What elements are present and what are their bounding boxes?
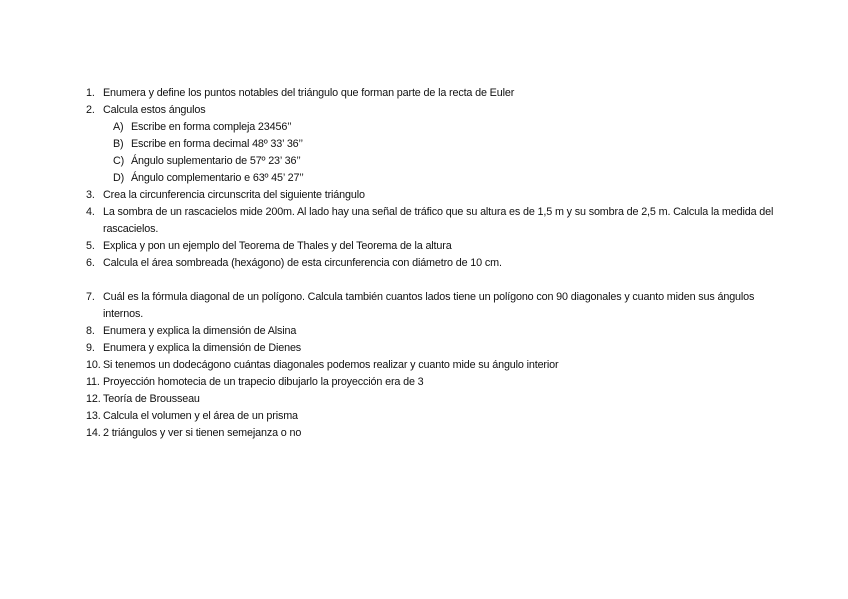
list-item [86, 357, 786, 374]
sub-item-label: D) [113, 172, 125, 184]
item-number: 3. [86, 189, 95, 201]
list-item [86, 425, 786, 442]
item-number: 13. [86, 410, 101, 422]
list-item [86, 340, 786, 357]
item-number: 5. [86, 240, 95, 252]
list-item [86, 85, 786, 102]
list-item [86, 187, 786, 204]
question-list [86, 85, 786, 442]
item-number: 7. [86, 291, 95, 303]
item-text: Calcula el área sombreada (hexágono) de esta circunferencia con diámetro de 10 cm. [103, 257, 502, 269]
item-number: 2. [86, 104, 95, 116]
list-item [86, 408, 786, 425]
item-number: 11. [86, 376, 100, 388]
sub-item [113, 136, 786, 153]
item-text: Crea la circunferencia circunscrita del siguiente triángulo [103, 189, 365, 201]
sub-item-text: Ángulo complementario e 63º 45’ 27’’ [131, 172, 304, 184]
sub-item [113, 119, 786, 136]
item-text: La sombra de un rascacielos mide 200m. Al lado hay una señal de tráfico que su altura es de 1,5 m y su sombra de 2,5 m. Calcula la medida del rascacielos. [103, 206, 774, 235]
sub-item [113, 153, 786, 170]
sub-item-text: Ángulo suplementario de 57º 23’ 36’’ [131, 155, 301, 167]
sub-item-text: Escribe en forma decimal 48º 33’ 36’’ [131, 138, 303, 150]
item-number: 4. [86, 206, 95, 218]
item-text: Calcula estos ángulos [103, 104, 206, 116]
blank-line [86, 272, 786, 289]
item-text: Cuál es la fórmula diagonal de un polígono. Calcula también cuantos lados tiene un polígono con 90 diagonales y cuanto miden sus ángulos internos. [103, 291, 755, 320]
item-text: Enumera y explica la dimensión de Alsina [103, 325, 297, 337]
list-item [86, 323, 786, 340]
sub-item-label: B) [113, 138, 124, 150]
list-item [86, 391, 786, 408]
item-text: Si tenemos un dodecágono cuántas diagonales podemos realizar y cuanto mide su ángulo interior [103, 359, 559, 371]
item-text: Calcula el volumen y el área de un prisma [103, 410, 298, 422]
list-item [86, 255, 786, 272]
item-text: 2 triángulos y ver si tienen semejanza o no [103, 427, 302, 439]
item-number: 10. [86, 359, 101, 371]
list-item [86, 102, 786, 119]
sub-item-label: A) [113, 121, 124, 133]
sub-item [113, 170, 786, 187]
item-number: 1. [86, 87, 95, 99]
item-text: Explica y pon un ejemplo del Teorema de Thales y del Teorema de la altura [103, 240, 452, 252]
sub-item-label: C) [113, 155, 125, 167]
sub-item-text: Escribe en forma compleja 23456’’ [131, 121, 292, 133]
list-item [86, 374, 786, 391]
list-item [86, 238, 786, 255]
list-item [86, 289, 786, 323]
item-number: 6. [86, 257, 95, 269]
item-number: 8. [86, 325, 95, 337]
item-text: Teoría de Brousseau [103, 393, 200, 405]
item-number: 14. [86, 427, 101, 439]
item-number: 12. [86, 393, 101, 405]
list-item [86, 204, 786, 238]
item-text: Proyección homotecia de un trapecio dibujarlo la proyección era de 3 [103, 376, 424, 388]
item-text: Enumera y define los puntos notables del triángulo que forman parte de la recta de Euler [103, 87, 515, 99]
item-text: Enumera y explica la dimensión de Dienes [103, 342, 302, 354]
item-number: 9. [86, 342, 95, 354]
